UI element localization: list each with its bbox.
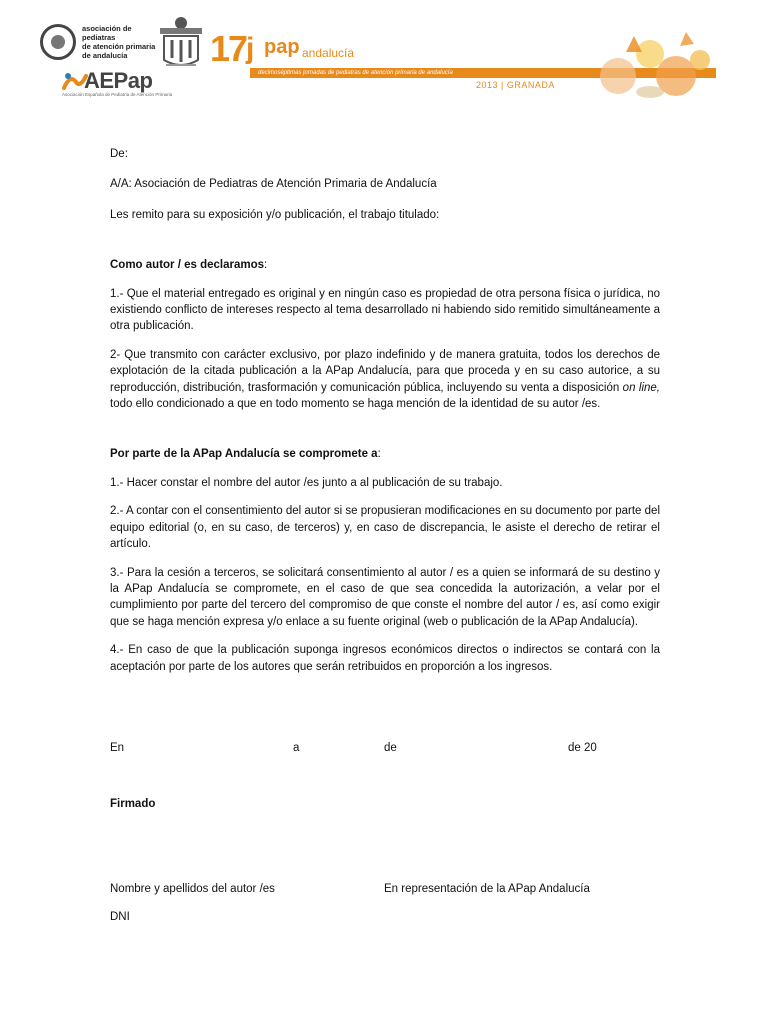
aepap-logo [62,66,172,98]
dni-label: DNI [110,911,130,923]
author-heading-colon: : [264,259,268,272]
logo-line-1: asociación de pediatras [82,24,132,42]
apap-clause-4: 4.- En caso de que la publicación suponga ingresos económicos directos o indirectos se contará con la aceptación por parte de los autores que serán retribuidos en proporción a los ingresos. [110,644,660,673]
event-number: 17 [210,28,247,69]
apap-clause-1: 1.- Hacer constar el nombre del autor /es junto a al publicación de su trabajo. [110,476,503,489]
apap-heading-text: Por parte de la APap Andalucía se compromete a [110,448,378,461]
institution-emblem-icon [158,16,204,72]
apap-heading-colon: : [377,448,381,461]
date-line [110,740,124,756]
signature-author: Nombre y apellidos del autor /es [110,883,275,895]
apap-clause-3: 3.- Para la cesión a terceros, se solicitará consentimiento al autor / es a quien se informará de su destino y la APap Andalucía se compromete, en el caso de que sea concedida la autorización, a velar por el cumplimiento por parte del tercero del compromiso de que conste el nombre del autor / es, así como exigir que se haga mención expresa y/o enlace a su fuente original (web o publicación de la APap Andalucía). [110,566,660,628]
event-region: andalucía [302,46,355,60]
date-de: de [384,742,397,754]
aepap-wordmark: AEPap [84,68,153,93]
aepap-subtitle: Asociación Española de Pediatría de Atención Primaria [62,92,173,97]
apap-clause-2: 2.- A contar con el consentimiento del autor si se propusieran modificaciones en su documento por parte del equipo editorial (o, en su caso, de terceros) y, en caso de discrepancia, le asiste el derecho de retirar el artículo. [110,505,660,551]
signed-label-text: Firmado [110,798,156,810]
event-prefix: j [246,32,255,65]
event-name: pap [264,36,300,58]
date-de20: de 20 [568,742,597,754]
from-line: De: [110,148,128,160]
signed-label [110,796,155,812]
letterhead [0,0,770,110]
seal-icon [40,24,76,60]
author-heading-text: Como autor / es declaramos [110,259,265,272]
addressee-line: A/A: Asociación de Pediatras de Atención Primaria de Andalucía [110,178,437,191]
author-clause-2-end: todo ello condicionado a que en todo momento se haga mención de la identidad de su autor /es. [110,398,601,411]
apap-heading [110,446,660,462]
event-city: 2013 | GRANADA [476,80,555,90]
decorative-illustration-icon [590,26,720,106]
apap-andalucia-logo [38,20,158,64]
date-en: En [110,742,125,754]
logo-line-3: de andalucía [82,51,128,60]
author-clause-2-text: 2- Que transmito con carácter exclusivo, por plazo indefinido y de manera gratuita, todos los derechos de explotación de la citada publicación a la APap Andalucía, para que proceda y en su caso autorice, a su reproducción, distribución, trasformación y comunicación pública, incluyendo su venta a disposición [110,348,660,394]
submission-line: Les remito para su exposición y/o publicación, el trabajo titulado: [110,208,440,221]
event-subtitle: decimoséptimas jornadas de pediatras de atención primaria de andalucía [258,70,453,76]
signature-apap: En representación de la APap Andalucía [384,883,590,895]
date-a: a [293,742,300,754]
logo-line-2: de atención primaria [82,42,156,51]
author-heading [110,257,660,273]
author-clause-1: 1.- Que el material entregado es original y en ningún caso es propiedad de otra persona física o jurídica, no existiendo conflicto de intereses respecto al tema desarrollado ni habiendo sido remitido simultáneamente a otra publicación. [110,287,660,333]
author-clause-2 [110,347,660,413]
letter-body [110,146,660,675]
author-clause-2-emphasis: on line, [622,381,660,394]
